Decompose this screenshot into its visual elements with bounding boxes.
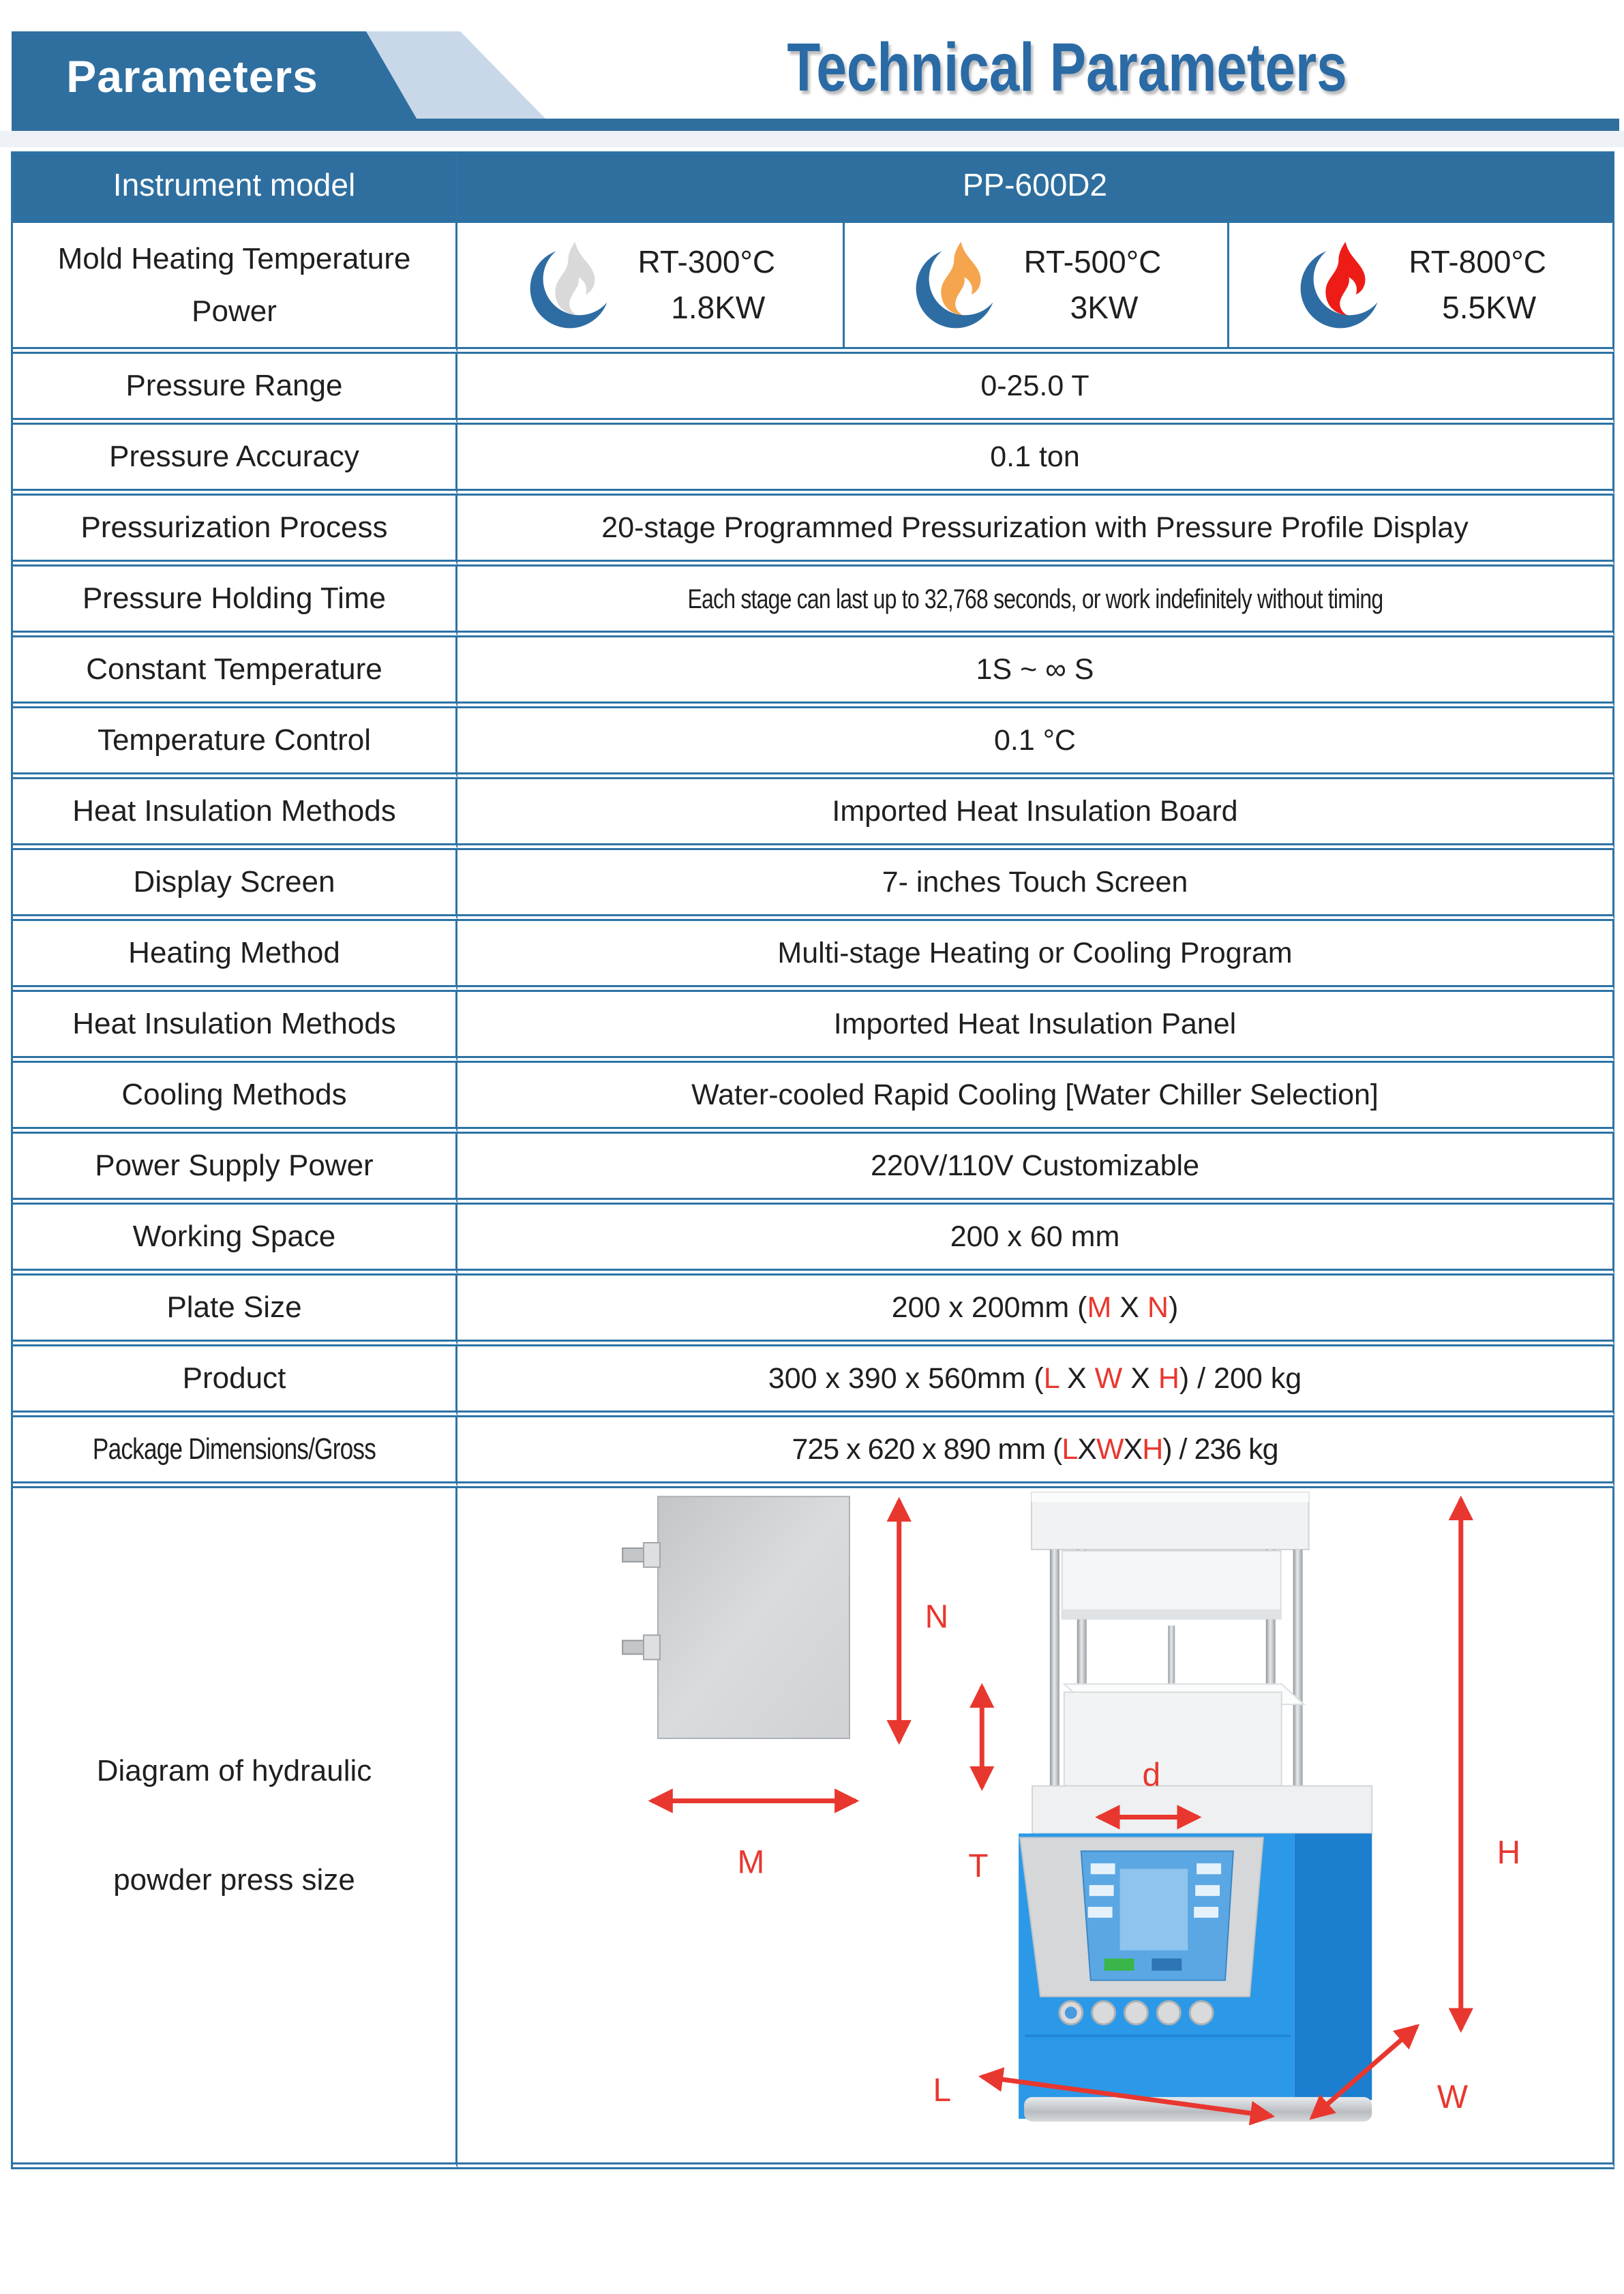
row-value: Imported Heat Insulation Board [457,779,1614,850]
row-value: 0.1 ton [457,425,1614,496]
heating-temp: RT-300°C [637,244,776,280]
dimension-label-H: H [1497,1835,1521,1871]
row-value: 0-25.0 T [457,354,1614,425]
table-row [13,921,1614,992]
heating-power: 5.5KW [1442,290,1537,325]
table-row-package [13,1417,1614,1488]
row-value: Each stage can last up to 32,768 seconds, or work indefinitely without timing [457,567,1614,637]
panel-button [1092,2002,1115,2025]
table-row [13,708,1614,779]
row-value: Imported Heat Insulation Panel [457,992,1614,1063]
instrument-model-label: Instrument model [13,153,457,223]
row-label: Package Dimensions/Gross [13,1417,457,1488]
flame-icon [911,233,1014,337]
panel-button [1190,2002,1213,2025]
press-size-diagram [457,1488,1612,2162]
lower-platen [1064,1692,1282,1786]
table-row-instrument-model [13,153,1614,223]
table-row [13,425,1614,496]
heating-option-3 [1227,223,1612,347]
row-value: 20-stage Programmed Pressurization with Pressure Profile Display [457,496,1614,567]
flame-icon [525,233,629,337]
row-label: Constant Temperature [13,637,457,708]
dimension-label-M: M [737,1844,765,1881]
row-label: Heat Insulation Methods [13,779,457,850]
heating-plate-drawing [622,1496,849,1738]
row-label: Pressure Range [13,354,457,425]
flame-icon [1295,233,1399,337]
dimension-label-W: W [1437,2079,1469,2116]
panel-button [1157,2002,1180,2025]
row-value: 725 x 620 x 890 mm (LXWXH) / 236 kg [457,1417,1614,1488]
table-row [13,637,1614,708]
row-value: 0.1 °C [457,708,1614,779]
table-row [13,354,1614,425]
ribbon-label: Parameters [66,51,318,102]
row-value: 200 x 60 mm [457,1205,1614,1276]
heating-temp: RT-500°C [1023,244,1162,280]
diagram-cell [457,1488,1614,2169]
row-value: Water-cooled Rapid Cooling [Water Chiller Selection] [457,1063,1614,1134]
table-row [13,496,1614,567]
upper-platen [1062,1551,1281,1619]
instrument-model-value: PP-600D2 [457,153,1614,223]
table-row [13,567,1614,637]
dimension-label-d: d [1142,1757,1161,1794]
heating-option-1 [457,223,843,347]
row-value: 300 x 390 x 560mm (L X W X H) / 200 kg [457,1346,1614,1417]
row-label: Temperature Control [13,708,457,779]
dimension-label-L: L [933,2072,952,2109]
table-row [13,1205,1614,1276]
mold-heating-label: Mold Heating Temperature Power [13,223,457,354]
row-label: Cooling Methods [13,1063,457,1134]
header-rule [12,119,1619,131]
heating-option-2 [843,223,1228,347]
row-label: Heating Method [13,921,457,992]
table-row-plate-size [13,1276,1614,1346]
table-row [13,779,1614,850]
table-row-product [13,1346,1614,1417]
base-plate [1032,1786,1372,1834]
row-label: Heat Insulation Methods [13,992,457,1063]
row-value: 7- inches Touch Screen [457,850,1614,921]
heating-temp: RT-800°C [1409,244,1546,280]
row-value: 200 x 200mm (M X N) [457,1276,1614,1346]
row-value: Multi-stage Heating or Cooling Program [457,921,1614,992]
row-label: Working Space [13,1205,457,1276]
row-label: Display Screen [13,850,457,921]
page-title: Technical Parameters [787,29,1347,106]
diagram-label: Diagram of hydraulic powder press size [13,1488,457,2169]
row-label: Pressure Holding Time [13,567,457,637]
row-label: Pressurization Process [13,496,457,567]
row-value: 1S ~ ∞ S [457,637,1614,708]
page-header [0,0,1624,147]
table-row [13,1134,1614,1205]
dimension-label-T: T [968,1848,989,1885]
panel-button [1125,2002,1148,2025]
press-machine-drawing [1019,1492,1372,2122]
row-label: Plate Size [13,1276,457,1346]
heating-power: 3KW [1070,290,1139,325]
table-row [13,850,1614,921]
table-row [13,1063,1614,1134]
table-row-diagram [13,1488,1614,2169]
heating-power: 1.8KW [671,290,766,325]
row-label: Pressure Accuracy [13,425,457,496]
mold-heating-options [457,223,1614,354]
header-pale-band [0,131,1624,147]
row-label: Power Supply Power [13,1134,457,1205]
row-value: 220V/110V Customizable [457,1134,1614,1205]
technical-parameters-table [11,151,1614,2169]
table-row-mold-heating [13,223,1614,354]
table-row [13,992,1614,1063]
dimension-label-N: N [924,1599,949,1635]
row-label: Product [13,1346,457,1417]
